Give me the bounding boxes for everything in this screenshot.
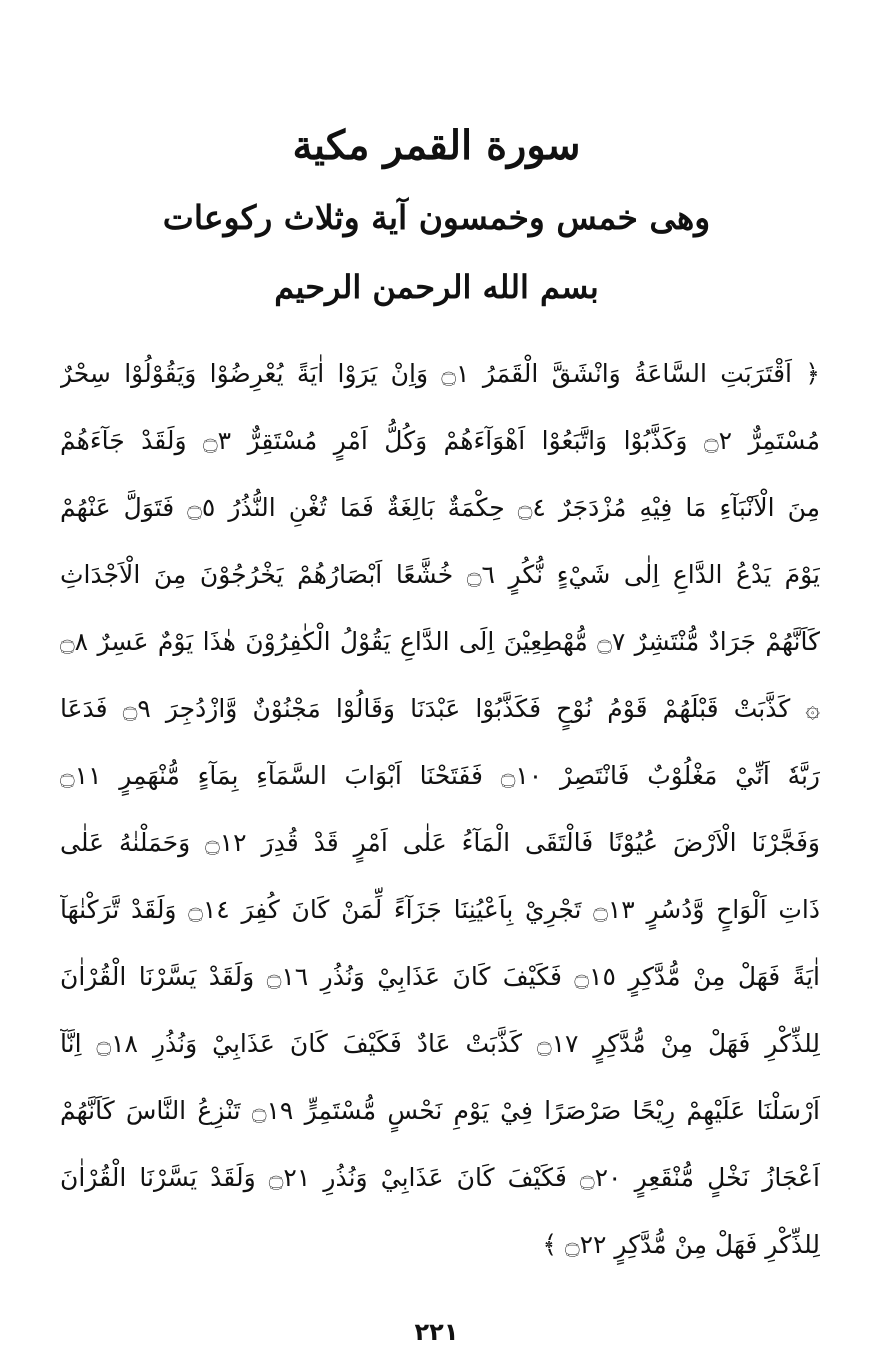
verse-line: ﴿ اَقْتَرَبَتِ السَّاعَةُ وَانْشَقَّ الْقَمَرُ ۝١ وَاِنْ يَرَوْا اٰيَةً يُعْرِضُوْا وَيَقُوْلُوْا سِحْرٌ: [60, 359, 820, 388]
verse-line: وَفَجَّرْنَا الْاَرْضَ عُيُوْنًا فَالْتَقَى الْمَآءُ عَلٰى اَمْرٍ قَدْ قُدِرَ ۝١٢ وَحَمَلْنٰهُ عَلٰى: [60, 828, 820, 857]
verse-line: اَعْجَازُ نَخْلٍ مُّنْقَعِرٍ ۝٢٠ فَكَيْفَ كَانَ عَذَابِيْ وَنُذُرِ ۝٢١ وَلَقَدْ يَسَّرْنَا الْقُرْاٰنَ: [60, 1163, 820, 1192]
basmala: بسم الله الرحمن الرحيم: [274, 268, 599, 306]
verse-line: يَوْمَ يَدْعُ الدَّاعِ اِلٰى شَيْءٍ نُّكُرٍ ۝٦ خُشَّعًا اَبْصَارُهُمْ يَخْرُجُوْنَ مِنَ الْاَجْدَاثِ: [60, 560, 820, 589]
surah-title: سورة القمر مكية: [292, 122, 581, 169]
verse-line: مُسْتَمِرٌّ ۝٢ وَكَذَّبُوْا وَاتَّبَعُوْا اَهْوَآءَهُمْ وَكُلُّ اَمْرٍ مُسْتَقِرٌّ ۝٣ وَلَقَدْ جَآءَهُمْ: [60, 426, 820, 455]
verse-line: اٰيَةً فَهَلْ مِنْ مُّدَّكِرٍ ۝١٥ فَكَيْفَ كَانَ عَذَابِيْ وَنُذُرِ ۝١٦ وَلَقَدْ يَسَّرْنَا الْقُرْاٰنَ: [60, 962, 820, 991]
surah-subtitle: وهى خمس وخمسون آية وثلاث ركوعات: [162, 198, 711, 237]
verse-text-block: [60, 340, 820, 1278]
verse-line: لِلذِّكْرِ فَهَلْ مِنْ مُّدَّكِرٍ ۝١٧ كَذَّبَتْ عَادٌ فَكَيْفَ كَانَ عَذَابِيْ وَنُذُرِ ۝١٨ اِنَّآ: [60, 1029, 820, 1058]
verse-line: اَرْسَلْنَا عَلَيْهِمْ رِيْحًا صَرْصَرًا فِيْ يَوْمِ نَحْسٍ مُّسْتَمِرٍّ ۝١٩ تَنْزِعُ النَّاسَ كَاَنَّهُمْ: [60, 1096, 820, 1125]
verse-line: مِنَ الْاَنْبَآءِ مَا فِيْهِ مُزْدَجَرٌ ۝٤ حِكْمَةٌ بَالِغَةٌ فَمَا تُغْنِ النُّذُرُ ۝٥ فَتَوَلَّ عَنْهُمْ: [60, 493, 820, 522]
verse-line: ذَاتِ اَلْوَاحٍ وَّدُسُرٍ ۝١٣ تَجْرِيْ بِاَعْيُنِنَا جَزَآءً لِّمَنْ كَانَ كُفِرَ ۝١٤ وَلَقَدْ تَّرَكْنٰهَآ: [60, 895, 820, 924]
verse-line: ۞ كَذَّبَتْ قَبْلَهُمْ قَوْمُ نُوْحٍ فَكَذَّبُوْا عَبْدَنَا وَقَالُوْا مَجْنُوْنٌ وَّازْدُجِرَ ۝٩ فَدَعَا: [60, 694, 820, 723]
verse-line: لِلذِّكْرِ فَهَلْ مِنْ مُّدَّكِرٍ ۝٢٢ ﴾: [542, 1230, 820, 1259]
verse-line: كَاَنَّهُمْ جَرَادٌ مُّنْتَشِرٌ ۝٧ مُّهْطِعِيْنَ اِلَى الدَّاعِ يَقُوْلُ الْكٰفِرُوْنَ هٰذَا يَوْمٌ عَسِرٌ ۝٨: [60, 627, 820, 656]
page-number: ٢٢١: [414, 1318, 459, 1346]
verse-line: رَبَّهٗ اَنِّيْ مَغْلُوْبٌ فَانْتَصِرْ ۝١٠ فَفَتَحْنَا اَبْوَابَ السَّمَآءِ بِمَآءٍ مُّنْهَمِرٍ ۝١١: [60, 761, 820, 790]
